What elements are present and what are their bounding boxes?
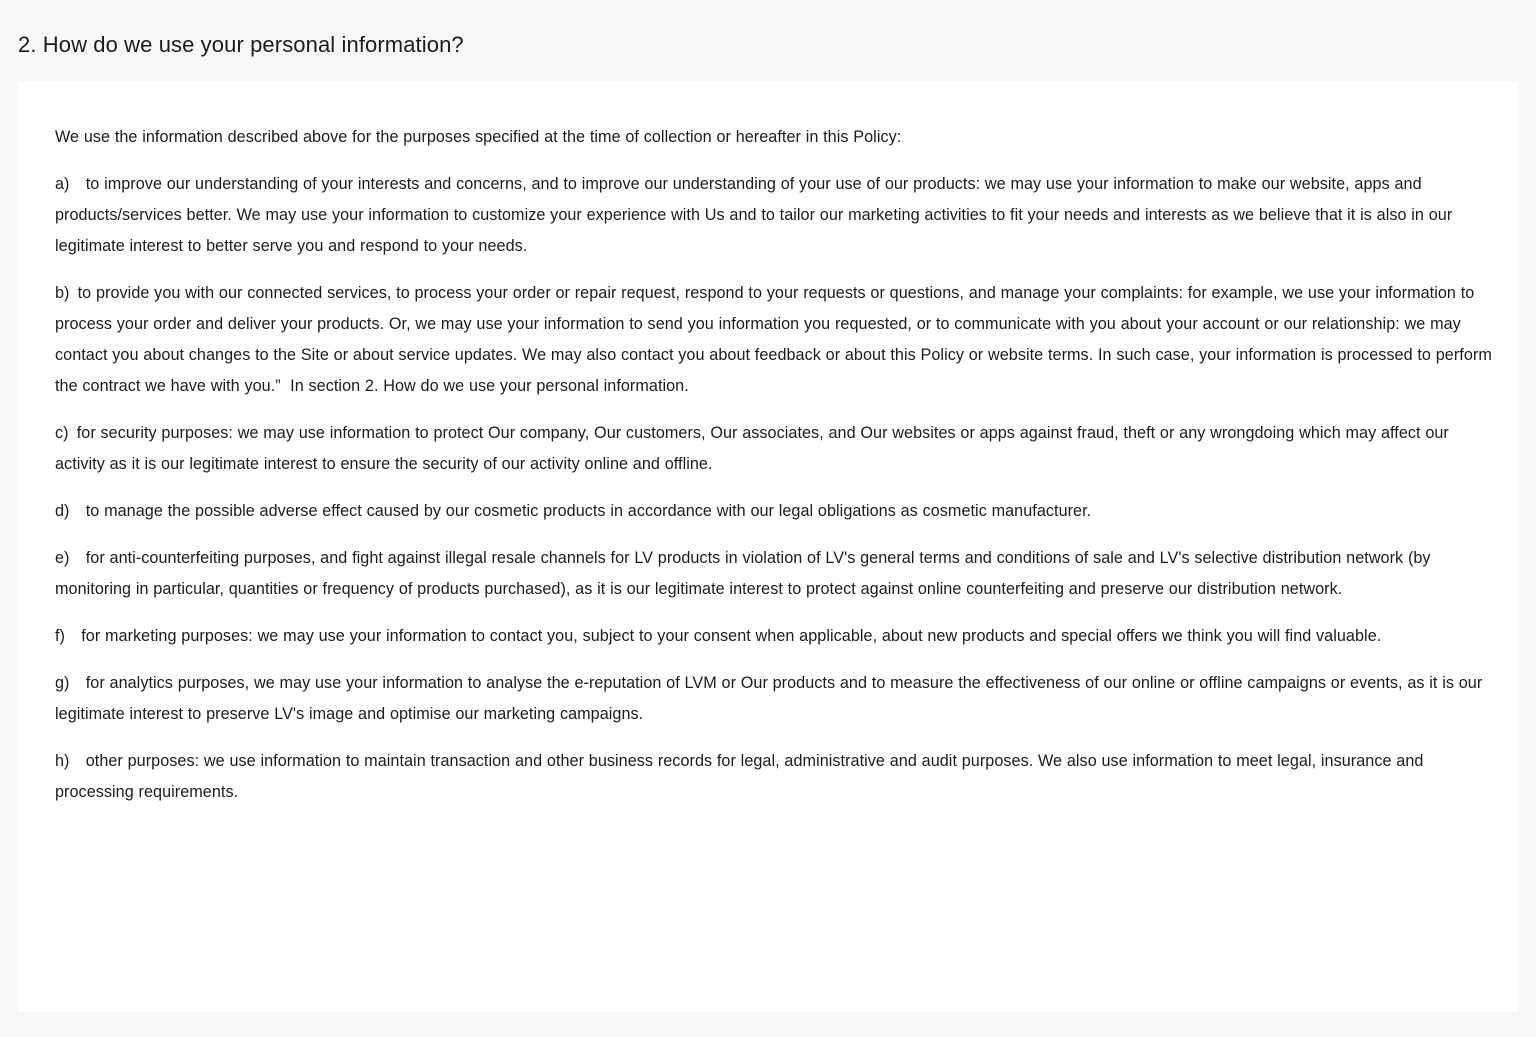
policy-item-c: c) for security purposes: we may use information to protect Our company, Our customers, Our associates, and Our websites or apps against fraud, theft or any wrongdoing which may affect our activity as it is our legitimate interest to ensure the security of our activity online and offline. (55, 424, 1454, 473)
policy-item-b: b) to provide you with our connected services, to process your order or repair request, respond to your requests or questions, and manage your complaints: for example, we use your information to process your order and deliver your products. Or, we may use your information to send you information you requested, or to communicate with you about your account or our relationship: we may contact you about changes to the Site or about service updates. We may also contact you about feedback or about this Policy or website terms. In such case, your information is processed to perform the contract we have with you.” In section 2. How do we use your personal information. (55, 284, 1497, 395)
policy-item-h: h) other purposes: we use information to maintain transaction and other business records for legal, administrative and audit purposes. We also use information to meet legal, insurance and processing requirements. (55, 752, 1429, 801)
page-title: 2. How do we use your personal information? (18, 32, 464, 58)
policy-intro-paragraph: We use the information described above for the purposes specified at the time of collection or hereafter in this Policy: (55, 128, 902, 146)
policy-item-g: g) for analytics purposes, we may use your information to analyse the e-reputation of LVM or Our products and to measure the effectiveness of our online or offline campaigns or events, as it is our legitimate interest to preserve LV's image and optimise our marketing campaigns. (55, 674, 1488, 723)
policy-item-f: f) for marketing purposes: we may use your information to contact you, subject to your consent when applicable, about new products and special offers we think you will find valuable. (55, 627, 1382, 645)
policy-item-e: e) for anti-counterfeiting purposes, and fight against illegal resale channels for LV products in violation of LV's general terms and conditions of sale and LV's selective distribution network (by monitoring in particular, quantities or frequency of products purchased), as it is our legitimate interest to protect against online counterfeiting and preserve our distribution network. (55, 549, 1436, 598)
policy-item-a: a) to improve our understanding of your interests and concerns, and to improve our understanding of your use of our products: we may use your information to make our website, apps and products/services better. We may use your information to customize your experience with Us and to tailor our marketing activities to fit your needs and interests as we believe that it is also in our legitimate interest to better serve you and respond to your needs. (55, 175, 1458, 255)
policy-item-d: d) to manage the possible adverse effect caused by our cosmetic products in accordance with our legal obligations as cosmetic manufacturer. (55, 502, 1092, 520)
policy-content-card (18, 82, 1518, 1012)
